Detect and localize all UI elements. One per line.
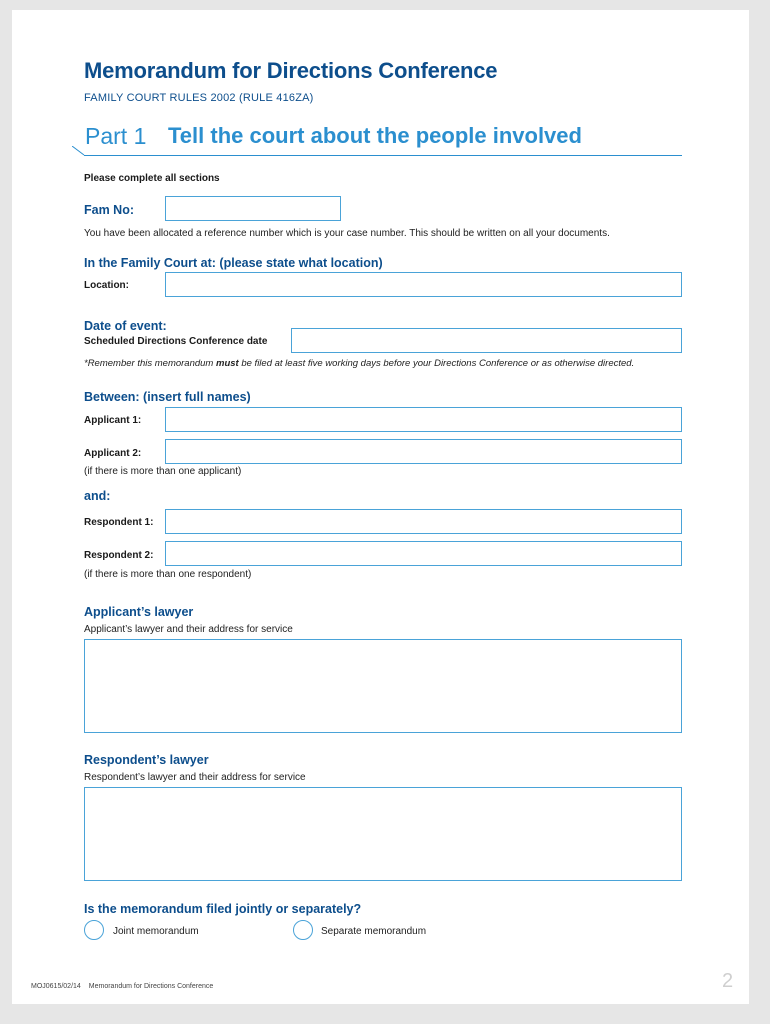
- part-number: Part 1: [85, 123, 147, 149]
- applicant1-field[interactable]: [165, 407, 682, 432]
- date-heading: Date of event:: [84, 319, 167, 333]
- applicant2-field[interactable]: [165, 439, 682, 464]
- form-subtitle: FAMILY COURT RULES 2002 (RULE 416ZA): [84, 92, 314, 104]
- part-divider: [84, 155, 682, 156]
- and-heading: and:: [84, 489, 111, 503]
- conference-date-field[interactable]: [291, 328, 682, 353]
- joint-memorandum-label: Joint memorandum: [113, 926, 199, 937]
- form-page: [12, 10, 749, 1004]
- fam-no-label: Fam No:: [84, 203, 134, 217]
- footer: [31, 983, 219, 990]
- form-title: Memorandum for Directions Conference: [84, 58, 498, 83]
- part-title: Tell the court about the people involved: [168, 123, 582, 148]
- applicant1-label: Applicant 1:: [84, 415, 142, 426]
- respondent-lawyer-heading: Respondent’s lawyer: [84, 753, 209, 767]
- separate-memorandum-radio[interactable]: [293, 920, 313, 940]
- note-text-emphasis: must: [216, 358, 239, 369]
- date-label: Scheduled Directions Conference date: [84, 336, 268, 347]
- instruction-text: Please complete all sections: [84, 173, 220, 184]
- respondent-lawyer-field[interactable]: [84, 787, 682, 881]
- fam-no-help: You have been allocated a reference number which is your case number. This should be written on all your documents.: [84, 228, 610, 239]
- applicant-lawyer-heading: Applicant’s lawyer: [84, 605, 194, 619]
- between-heading: Between: (insert full names): [84, 390, 251, 404]
- applicant-lawyer-help: Applicant’s lawyer and their address for service: [84, 624, 293, 635]
- footer-doc-name: Memorandum for Directions Conference: [88, 983, 214, 990]
- respondent-note: (if there is more than one respondent): [84, 569, 252, 580]
- respondent-lawyer-help: Respondent’s lawyer and their address for service: [84, 772, 306, 783]
- applicant-lawyer-field[interactable]: [84, 639, 682, 733]
- fam-no-field[interactable]: [165, 196, 341, 221]
- respondent1-field[interactable]: [165, 509, 682, 534]
- applicant-note: (if there is more than one applicant): [84, 466, 242, 477]
- footer-code: MOJ0615/02/14: [31, 983, 81, 990]
- location-field[interactable]: [165, 272, 682, 297]
- note-text-before: *Remember this memorandum: [84, 358, 216, 369]
- note-text-after: be filed at least five working days before your Directions Conference or as otherwise directed.: [238, 358, 635, 369]
- joint-memorandum-radio[interactable]: [84, 920, 104, 940]
- separate-memorandum-label: Separate memorandum: [321, 926, 427, 937]
- respondent1-label: Respondent 1:: [84, 517, 154, 528]
- respondent2-label: Respondent 2:: [84, 550, 154, 561]
- page-number: 2: [722, 970, 734, 992]
- applicant2-label: Applicant 2:: [84, 448, 142, 459]
- respondent2-field[interactable]: [165, 541, 682, 566]
- date-filing-note: [84, 358, 634, 369]
- location-heading: In the Family Court at: (please state what location): [84, 256, 383, 270]
- location-label: Location:: [84, 280, 129, 291]
- filing-question: Is the memorandum filed jointly or separately?: [84, 902, 362, 916]
